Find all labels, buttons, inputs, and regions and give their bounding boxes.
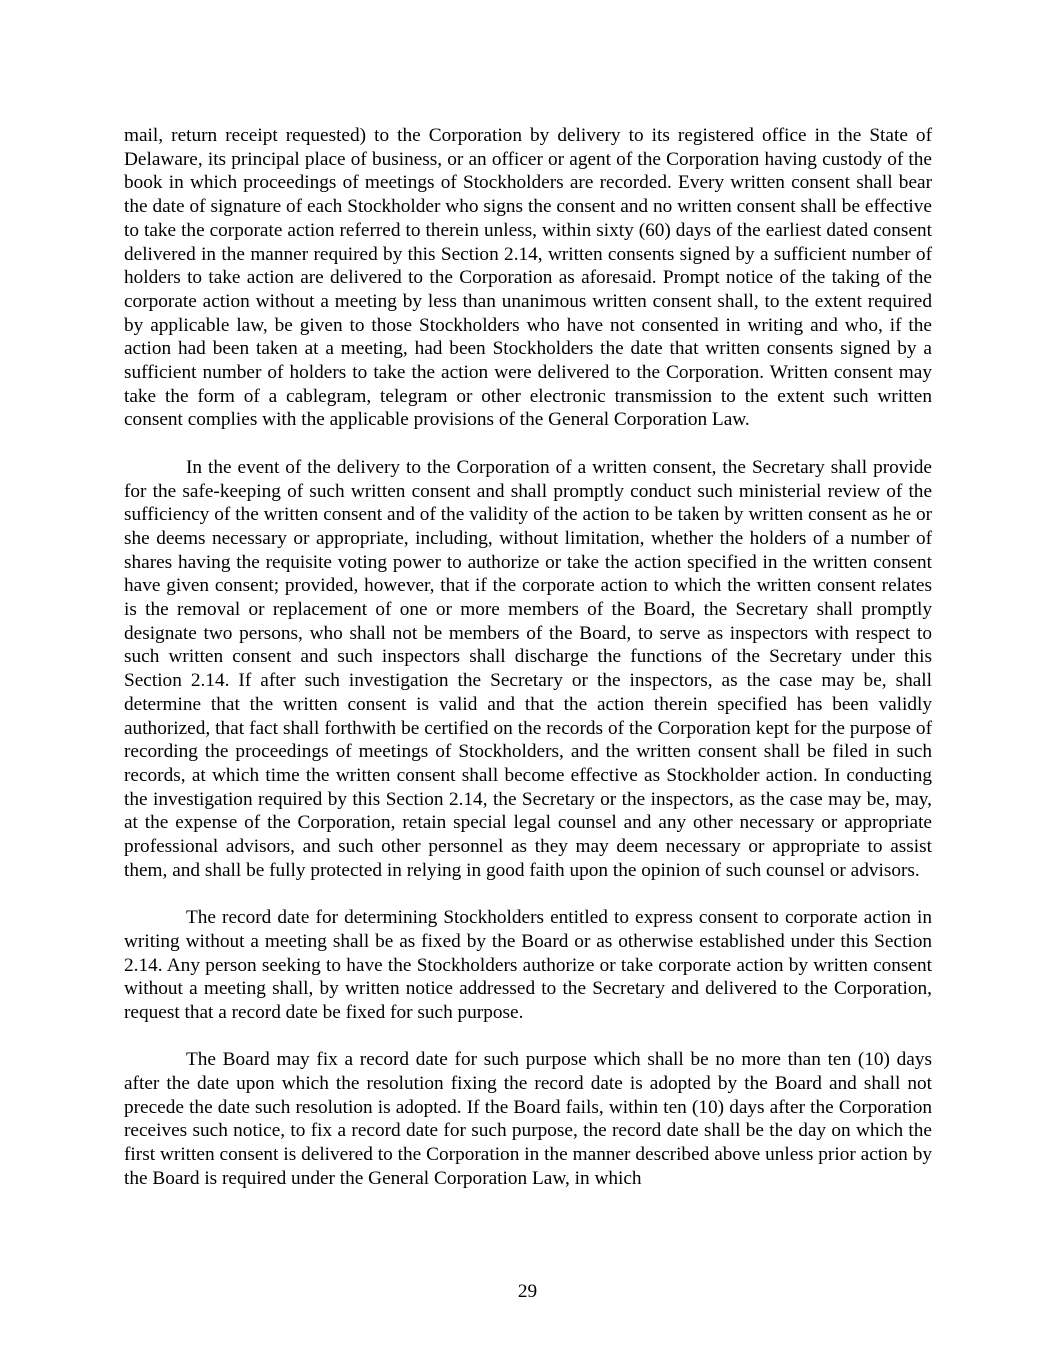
document-page [124, 124, 932, 1214]
paragraph-continuation: mail, return receipt requested) to the Corporation by delivery to its registered office in the State of Delaware, its principal place of business, or an officer or agent of the Corporation having custody of the book in which proceedings of meetings of Stockholders are recorded. Every written consent shall bear the date of signature of each Stockholder who signs the consent and no written consent shall be effective to take the corporate action referred to therein unless, within sixty (60) days of the earliest dated consent delivered in the manner required by this Section 2.14, written consents signed by a sufficient number of holders to take action are delivered to the Corporation as aforesaid. Prompt notice of the taking of the corporate action without a meeting by less than unanimous written consent shall, to the extent required by applicable law, be given to those Stockholders who have not consented in writing and who, if the action had been taken at a meeting, had been Stockholders the date that written consents signed by a sufficient number of holders to take the action were delivered to the Corporation. Written consent may take the form of a cablegram, telegram or other electronic transmission to the extent such written consent complies with the applicable provisions of the General Corporation Law. [124, 125, 932, 431]
paragraph-record-date: The record date for determining Stockholders entitled to express consent to corporate action in writing without a meeting shall be as fixed by the Board or as otherwise established under this Section 2.14. Any person seeking to have the Stockholders authorize or take corporate action by written consent without a meeting shall, by written notice addressed to the Secretary and delivered to the Corporation, request that a record date be fixed for such purpose. [124, 907, 932, 1023]
paragraph-delivery-of-consent: In the event of the delivery to the Corporation of a written consent, the Secretary shall provide for the safe-keeping of such written consent and shall promptly conduct such ministerial review of the sufficiency of the written consent and of the validity of the action to be taken by written consent as he or she deems necessary or appropriate, including, without limitation, whether the holders of a number of shares having the requisite voting power to authorize or take the action specified in the written consent have given consent; provided, however, that if the corporate action to which the written consent relates is the removal or replacement of one or more members of the Board, the Secretary shall promptly designate two persons, who shall not be members of the Board, to serve as inspectors with respect to such written consent and such inspectors shall discharge the functions of the Secretary under this Section 2.14. If after such investigation the Secretary or the inspectors, as the case may be, shall determine that the written consent is valid and that the action therein specified has been validly authorized, that fact shall forthwith be certified on the records of the Corporation kept for the purpose of recording the proceedings of meetings of Stockholders, and the written consent shall be filed in such records, at which time the written consent shall become effective as Stockholder action. In conducting the investigation required by this Section 2.14, the Secretary or the inspectors, as the case may be, may, at the expense of the Corporation, retain special legal counsel and any other necessary or appropriate professional advisors, and such other personnel as they may deem necessary or appropriate to assist them, and shall be fully protected in relying in good faith upon the opinion of such counsel or advisors. [124, 456, 932, 881]
page-number: 29 [517, 1281, 538, 1302]
paragraph-board-fix-record-date: The Board may fix a record date for such purpose which shall be no more than ten (10) days after the date upon which the resolution fixing the record date is adopted by the Board and shall not precede the date such resolution is adopted. If the Board fails, within ten (10) days after the Corporation receives such notice, to fix a record date for such purpose, the record date shall be the day on which the first written consent is delivered to the Corporation in the manner described above unless prior action by the Board is required under the General Corporation Law, in which [124, 1049, 932, 1189]
